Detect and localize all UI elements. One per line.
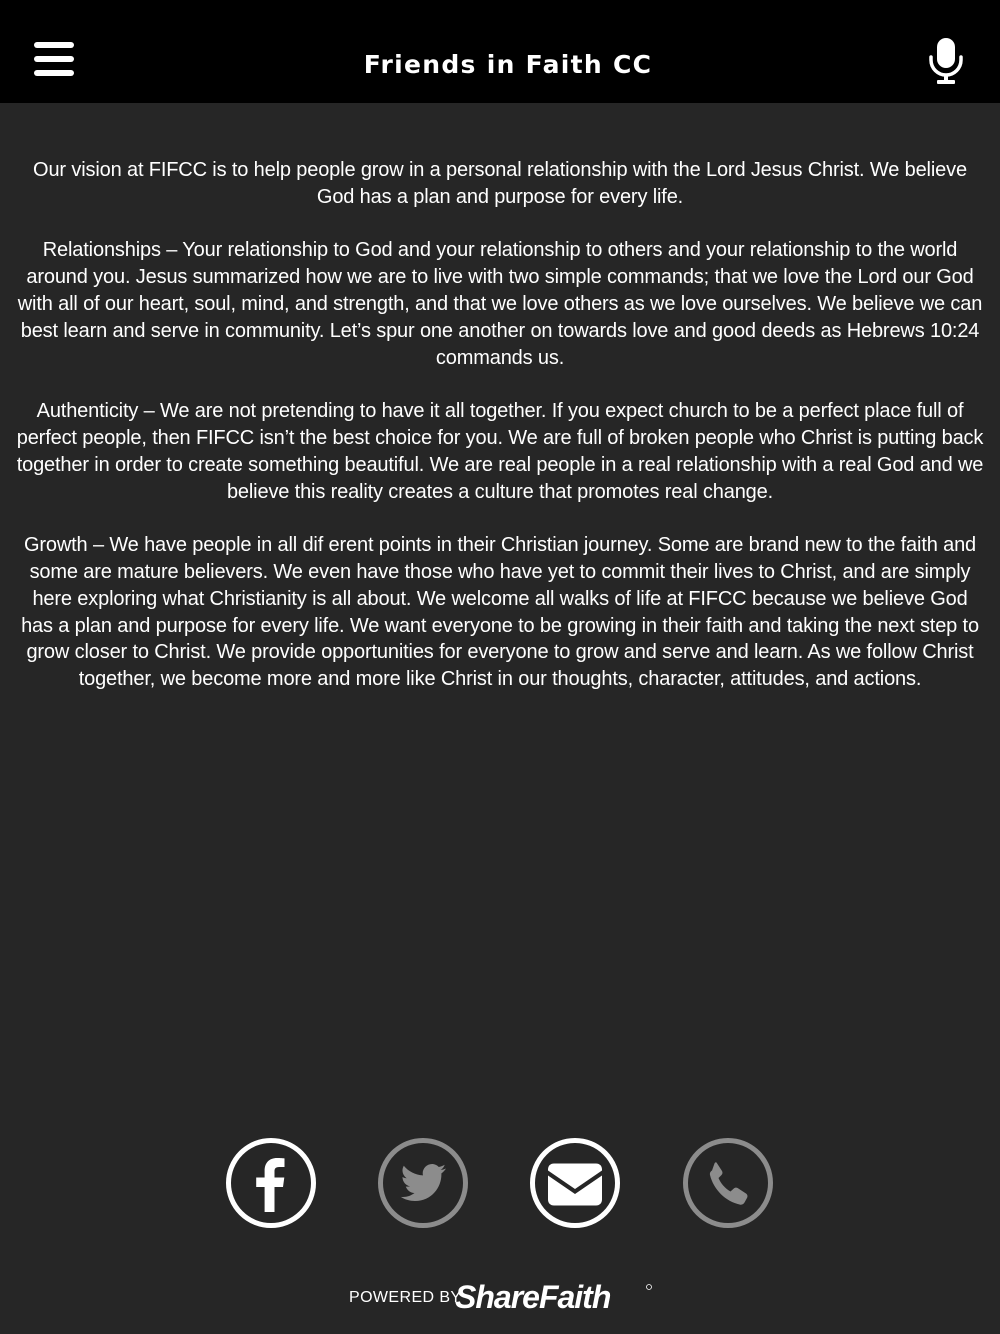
twitter-button[interactable] <box>378 1138 468 1228</box>
voice-button[interactable] <box>924 36 968 84</box>
paragraph-relationships: Relationships – Your relationship to God and your relationship to others and your relationship to the world around you. Jesus summarized how we are to live with two simple commands; that we love the Lord our God with all of our heart, soul, mind, and strength, and that we love others as we love ourselves. We believe we can best learn and serve in community. Let’s spur one another on towards love and good deeds as Hebrews 10:24 commands us. <box>17 239 983 369</box>
sharefaith-logo <box>454 1276 654 1320</box>
top-bar <box>0 0 1000 103</box>
app-title: Friends in Faith CC <box>363 50 653 79</box>
phone-button[interactable] <box>683 1138 773 1228</box>
sharefaith-brand: ShareFaith <box>455 1279 611 1315</box>
vision-text <box>16 157 984 720</box>
phone-icon <box>683 1138 773 1228</box>
powered-by[interactable] <box>340 1276 660 1320</box>
twitter-icon <box>378 1138 468 1228</box>
hamburger-menu-icon-bar <box>34 56 74 62</box>
paragraph-growth: Growth – We have people in all dif erent points in their Christian journey. Some are brand new to the faith and some are mature believers. We even have those who have yet to commit their lives to Christ, and are simply here exploring what Christianity is all about. We welcome all walks of life at FIFCC because we believe God has a plan and purpose for every life. We want everyone to be growing in their faith and taking the next step to grow closer to Christ. We provide opportunities for everyone to grow and serve and learn. As we follow Christ together, we become more and more like Christ in our thoughts, character, attitudes, and actions. <box>21 534 979 691</box>
menu-button[interactable] <box>28 36 80 84</box>
facebook-button[interactable] <box>226 1138 316 1228</box>
hamburger-menu-icon-bar <box>34 70 74 76</box>
hamburger-menu-icon <box>34 42 74 48</box>
paragraph-authenticity: Authenticity – We are not pretending to have it all together. If you expect church to be a perfect place full of perfect people, then FIFCC isn’t the best choice for you. We are full of broken people who Christ is putting back together in order to create something beautiful. We are real people in a real relationship with a real God and we believe this reality creates a culture that promotes real change. <box>16 400 984 503</box>
powered-by-label: POWERED BY <box>349 1289 462 1306</box>
microphone-icon <box>924 36 968 84</box>
paragraph-vision: Our vision at FIFCC is to help people grow in a personal relationship with the Lord Jesus Christ. We believe God has a plan and purpose for every life. <box>33 159 967 208</box>
facebook-icon <box>226 1138 316 1228</box>
email-icon <box>530 1138 620 1228</box>
email-button[interactable] <box>530 1138 620 1228</box>
